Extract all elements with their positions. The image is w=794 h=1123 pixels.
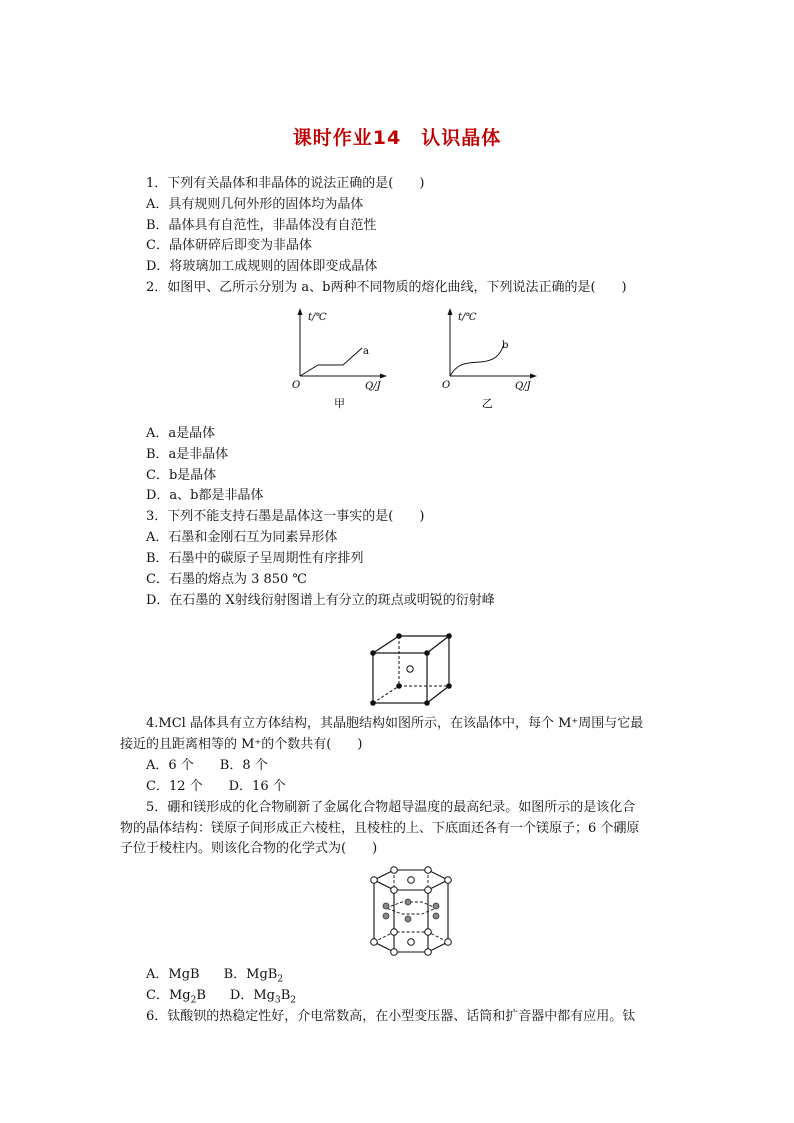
curve-label: b xyxy=(502,340,509,351)
curve-b xyxy=(450,344,504,376)
q3-option-d: D．在石墨的 X射线衍射图谱上有分立的斑点或明锐的衍射峰 xyxy=(146,593,495,608)
q5-option-d-subscript-2: 2 xyxy=(290,995,296,1006)
q1-stem: 1．下列有关晶体和非晶体的说法正确的是( ) xyxy=(146,176,425,191)
q4-stem-line2: 接近的且距离相等的 M⁺的个数共有( ) xyxy=(120,737,363,752)
page-title: 课时作业14 认识晶体 xyxy=(292,127,502,149)
x-arrow xyxy=(380,374,387,379)
q5-option-c-subscript: 2 xyxy=(190,995,197,1006)
q1-option-c: C．晶体研碎后即变为非晶体 xyxy=(146,238,312,253)
x-label: Q/J xyxy=(515,381,531,392)
q5-option-a: A．MgB xyxy=(146,967,200,982)
figure-caption: 乙 xyxy=(482,397,493,410)
x-arrow xyxy=(530,374,537,379)
q5-option-b xyxy=(223,967,284,985)
q1-option-d: D．将玻璃加工成规则的固体即变成晶体 xyxy=(146,259,378,274)
curve-a xyxy=(300,348,362,376)
q2-option-d: D．a、b都是非晶体 xyxy=(146,488,264,503)
q5-option-b-subscript: 2 xyxy=(277,974,284,985)
origin-label: O xyxy=(442,380,451,391)
q5-hexagonal-prism-figure xyxy=(364,862,460,960)
q1-option-a: A．具有规则几何外形的固体均为晶体 xyxy=(146,197,364,212)
q5-option-c-text: C．Mg xyxy=(146,988,191,1003)
figure-caption: 甲 xyxy=(334,397,345,410)
q2-option-a: A．a是晶体 xyxy=(146,426,216,441)
q4-options-row1: A．6 个 B．8 个 xyxy=(146,758,268,773)
q5-option-d-subscript-1: 3 xyxy=(274,995,281,1006)
q5-options-row1 xyxy=(146,966,283,989)
q4-cubic-cell-figure xyxy=(368,632,454,708)
q6-stem-line1: 6．钛酸钡的热稳定性好，介电常数高，在小型变压器、话筒和扩音器中都有应用。钛 xyxy=(146,1009,636,1024)
q3-option-a: A．石墨和金刚石互为同素异形体 xyxy=(146,530,338,545)
q1-option-b: B．晶体具有自范性，非晶体没有自范性 xyxy=(146,218,377,233)
q2-figure-yi xyxy=(438,306,548,414)
q5-options-row2 xyxy=(146,987,296,1010)
q5-option-d-text-mid: B xyxy=(280,988,291,1003)
curve-label: a xyxy=(363,346,369,357)
body-center-atom xyxy=(407,666,413,672)
q5-option-b-text: B．MgB xyxy=(223,967,278,982)
q5-option-d-text: D．Mg xyxy=(229,988,275,1003)
q4-stem-line1: 4.MCl 晶体具有立方体结构，其晶胞结构如图所示，在该晶体中，每个 M⁺周围与它最 xyxy=(146,716,644,731)
boron-atoms xyxy=(383,899,439,922)
magnesium-atoms xyxy=(371,867,452,956)
q3-option-c: C．石墨的熔点为 3 850 ℃ xyxy=(146,572,307,587)
front-face xyxy=(373,653,427,703)
q2-stem: 2．如图甲、乙所示分别为 a、b两种不同物质的熔化曲线，下列说法正确的是( ) xyxy=(146,280,627,295)
q3-option-b: B．石墨中的碳原子呈周期性有序排列 xyxy=(146,551,364,566)
y-label: t/℃ xyxy=(458,312,477,323)
q2-option-b: B．a是非晶体 xyxy=(146,447,229,462)
q5-option-c xyxy=(146,988,206,1006)
q2-option-c: C．b是晶体 xyxy=(146,468,217,483)
x-label: Q/J xyxy=(365,381,381,392)
y-arrow xyxy=(448,308,453,315)
q5-option-d xyxy=(229,988,296,1006)
q5-stem-line2: 物的晶体结构：镁原子间形成正六棱柱，且棱柱的上、下底面还各有一个镁原子；6 个硼原 xyxy=(120,821,640,836)
y-label: t/℃ xyxy=(308,312,327,323)
y-arrow xyxy=(298,308,303,315)
q4-options-row2: C．12 个 D．16 个 xyxy=(146,779,286,794)
q2-figure-jia xyxy=(288,306,398,414)
q3-stem: 3．下列不能支持石墨是晶体这一事实的是( ) xyxy=(146,509,425,524)
q5-stem-line3: 子位于棱柱内。则该化合物的化学式为( ) xyxy=(120,841,378,856)
q5-stem-line1: 5．硼和镁形成的化合物刷新了金属化合物超导温度的最高纪录。如图所示的是该化合 xyxy=(146,800,636,815)
origin-label: O xyxy=(292,380,301,391)
q5-option-c-text-end: B xyxy=(196,988,206,1003)
